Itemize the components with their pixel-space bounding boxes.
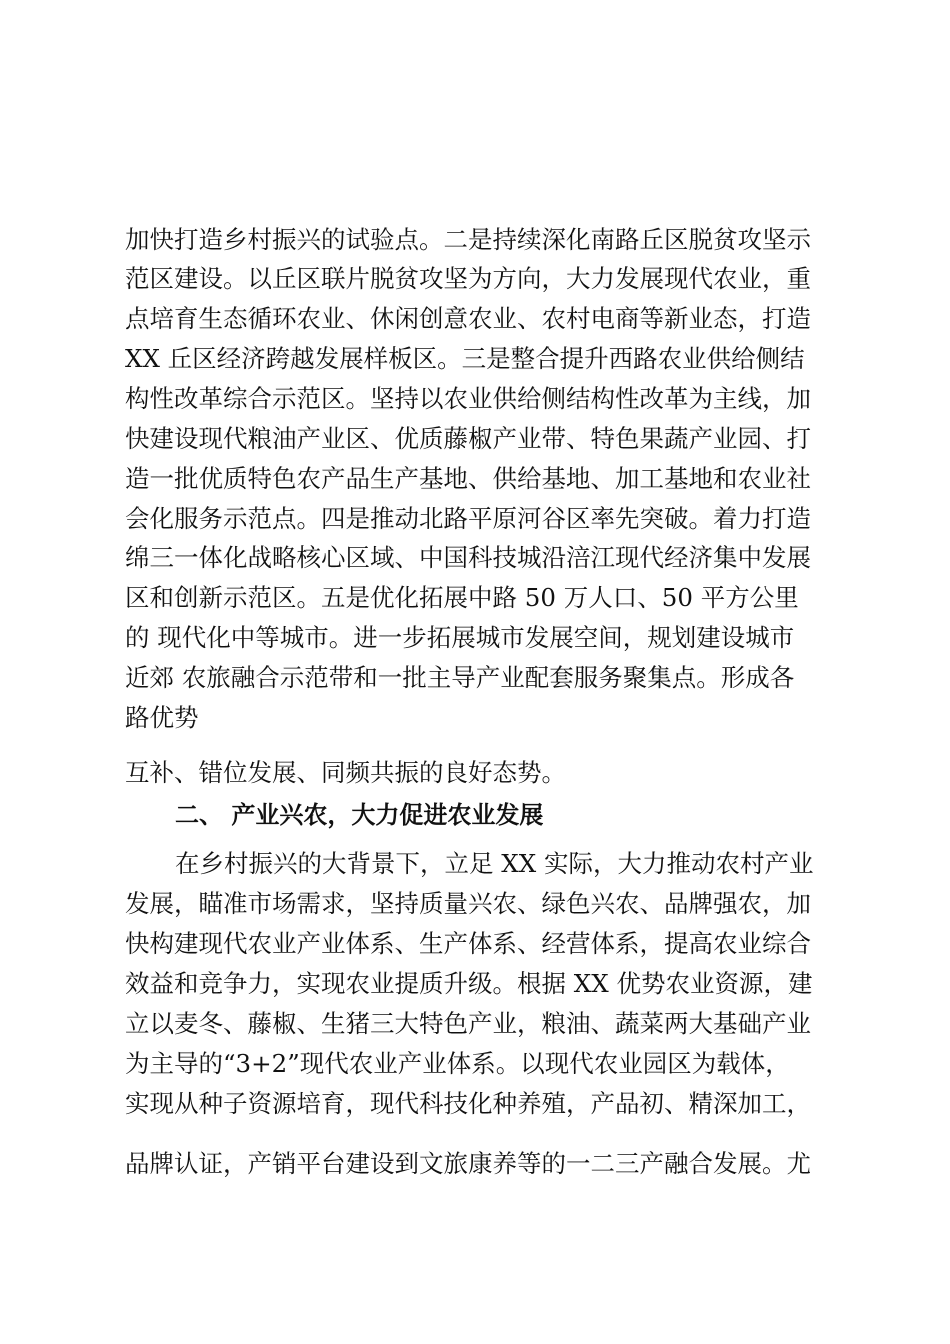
body-text-line: 构性改革综合示范区。坚持以农业供给侧结构性改革为主线，加 — [125, 384, 811, 413]
body-text-line: 为主导的“3+2”现代农业产业体系。以现代农业园区为载体， — [125, 1049, 790, 1078]
body-text-line: 绵三一体化战略核心区域、中国科技城沿涪江现代经济集中发展 — [125, 543, 811, 572]
body-text-line: XX 丘区经济跨越发展样板区。三是整合提升西路农业供给侧结 — [125, 344, 805, 373]
body-text-line: 快建设现代粮油产业区、优质藤椒产业带、特色果蔬产业园、打 — [125, 424, 811, 453]
body-text-line: 实现从种子资源培育，现代科技化种养殖，产品初、精深加工， — [125, 1089, 811, 1118]
body-text-line: 路优势 — [125, 703, 199, 732]
body-text-line: 互补、错位发展、同频共振的良好态势。 — [125, 758, 566, 787]
body-text-line: 会化服务示范点。四是推动北路平原河谷区率先突破。着力打造 — [125, 504, 811, 533]
body-text-line: 效益和竞争力，实现农业提质升级。根据 XX 优势农业资源，建 — [125, 969, 813, 998]
body-text-line: 的 现代化中等城市。进一步拓展城市发展空间，规划建设城市 — [125, 623, 795, 652]
body-text-line: 发展，瞄准市场需求，坚持质量兴农、绿色兴农、品牌强农，加 — [125, 889, 811, 918]
body-text-line: 范区建设。以丘区联片脱贫攻坚为方向，大力发展现代农业，重 — [125, 264, 811, 293]
body-text-line: 点培育生态循环农业、休闲创意农业、农村电商等新业态，打造 — [125, 304, 811, 333]
body-text-line: 在乡村振兴的大背景下，立足 XX 实际，大力推动农村产业 — [175, 849, 814, 878]
section-heading: 二、 产业兴农，大力促进农业发展 — [175, 801, 544, 829]
body-text-line: 造一批优质特色农产品生产基地、供给基地、加工基地和农业社 — [125, 464, 811, 493]
body-text-line: 快构建现代农业产业体系、生产体系、经营体系，提高农业综合 — [125, 929, 811, 958]
body-text-line: 加快打造乡村振兴的试验点。二是持续深化南路丘区脱贫攻坚示 — [125, 225, 811, 254]
body-text-line: 品牌认证，产销平台建设到文旅康养等的一二三产融合发展。尤 — [125, 1149, 811, 1178]
body-text-line: 近郊 农旅融合示范带和一批主导产业配套服务聚集点。形成各 — [125, 663, 795, 692]
body-text-line: 立以麦冬、藤椒、生猪三大特色产业，粮油、蔬菜两大基础产业 — [125, 1009, 811, 1038]
body-text-line: 区和创新示范区。五是优化拓展中路 50 万人口、50 平方公里 — [125, 583, 799, 612]
